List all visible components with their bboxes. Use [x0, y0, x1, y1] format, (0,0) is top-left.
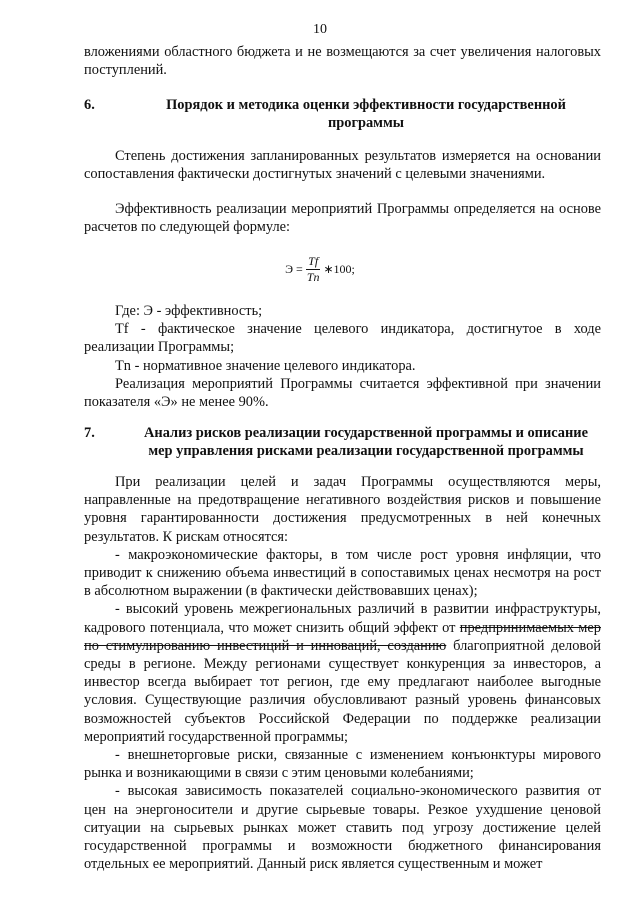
definitions — [84, 302, 601, 411]
section-6-title: Порядок и методика оценки эффективности государственной программы — [166, 97, 566, 132]
formula-lhs: Э = — [285, 262, 303, 277]
formula-numerator: Tf — [308, 254, 319, 268]
page-number: 10 — [313, 22, 327, 37]
risk-item-2-part-b: благоприятной деловой среды в регионе. Между регионами существует конкуренция за инвесторов, а инвестор всегда выбирает тот регион, где ему предлагают наиболее выгодные условия. Существующие различия обусловливают разный уровень финансовых возможностей субъектов Российской Федерации по поддержке реализации мероприятий государственной программы; — [84, 637, 601, 745]
efficiency-formula — [0, 254, 640, 285]
section-6-paragraph-2 — [84, 200, 601, 236]
risk-item-2-part-a: - высокий уровень межрегиональных различий в развитии инфраструктуры, кадрового потенциала, что может снизить общий эффект от — [84, 601, 601, 636]
section-6-p1-text: Степень достижения запланированных результатов измеряется на основании сопоставления фактически достигнутых значений с целевыми значениями. — [84, 148, 601, 183]
section-7-body — [84, 473, 601, 873]
risk-item-2-struck: предпринимаемых мер по стимулированию инвестиций и инноваций, созданию — [84, 619, 601, 654]
section-7-heading — [84, 424, 601, 460]
risk-item-4: - высокая зависимость показателей социально-экономического развития от цен на энергоносители и другие сырьевые товары. Резкое ухудшение ценовой ситуации на сырьевых рынках может ставить под угрозу достижение целей государственной программы и возможности бюджетного финансирования отдельных ее мероприятий. Данный риск является существенным и может — [84, 783, 601, 873]
section-7-title: Анализ рисков реализации государственной программы и описание мер управления рисками реализации государственной программы — [144, 425, 588, 460]
section-6-p2-text: Эффективность реализации мероприятий Программы определяется на основе расчетов по следующей формуле: — [84, 201, 601, 236]
section-6-paragraph-1 — [84, 147, 601, 183]
formula-rhs: ∗100; — [323, 262, 355, 277]
section-7-number: 7. — [84, 425, 95, 441]
section-7-p1-text: При реализации целей и задач Программы осуществляются меры, направленные на предотвращение негативного воздействия рисков и повышение уровня гарантированности достижения предусмотренных в ней конечных результатов. К рискам относятся: — [84, 474, 601, 545]
section-6-heading — [84, 96, 601, 132]
definition-e: Где: Э - эффективность; — [115, 303, 263, 319]
intro-paragraph — [84, 43, 601, 79]
definition-tf: Tf - фактическое значение целевого индикатора, достигнутое в ходе реализации Программы; — [84, 321, 601, 356]
risk-item-3: - внешнеторговые риски, связанные с изменением конъюнктуры мирового рынка и возникающими в связи с этим ценовыми колебаниями; — [84, 747, 601, 782]
section-6-p3-text: Реализация мероприятий Программы считается эффективной при значении показателя «Э» не менее 90%. — [84, 375, 601, 411]
formula-denominator: Tn — [306, 270, 320, 284]
risk-item-2 — [84, 600, 601, 746]
formula-fraction — [305, 254, 322, 285]
section-6-number: 6. — [84, 97, 95, 113]
intro-text: вложениями областного бюджета и не возмещаются за счет увеличения налоговых поступлений. — [84, 44, 601, 79]
definition-tn: Tn - нормативное значение целевого индикатора. — [115, 357, 416, 374]
risk-item-1: - макроэкономические факторы, в том числе рост уровня инфляции, что приводит к снижению объема инвестиций в сопоставимых ценах несмотря на рост в абсолютном выражении (в фактически действовавших ценах); — [84, 546, 601, 600]
